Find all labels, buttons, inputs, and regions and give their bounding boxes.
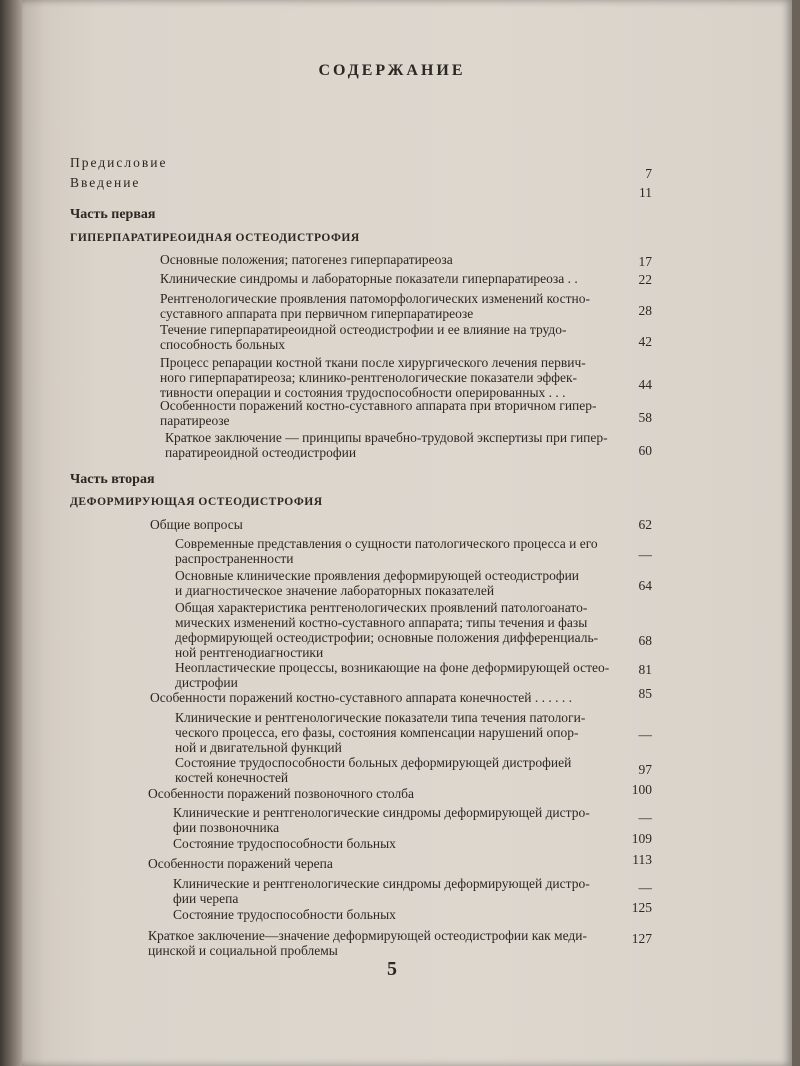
toc-page-number: 64 [638, 578, 652, 593]
toc-entry-text: деформирующей остеодистрофии; основные положения дифференциаль- [175, 630, 599, 645]
part-heading: Часть вторая [70, 472, 155, 487]
toc-page-number: 60 [638, 443, 652, 458]
toc-page-number: 125 [631, 900, 652, 915]
toc-entry-text: Клинические и рентгенологические синдромы деформирующей дистро- [173, 805, 590, 820]
toc-entry-text: Основные положения; патогенез гиперпаратиреоза [160, 252, 453, 267]
toc-page-number: 68 [638, 633, 652, 648]
toc-entry-text: Особенности поражений черепа [148, 856, 333, 871]
toc-entry-text: тивности операции и состояния трудоспособности оперированных . . . [160, 385, 566, 400]
section-heading: ГИПЕРПАРАТИРЕОИДНАЯ ОСТЕОДИСТРОФИЯ [70, 232, 360, 244]
toc-entry-text: Неопластические процессы, возникающие на фоне деформирующей остео- [175, 660, 610, 675]
toc-entry [160, 355, 586, 400]
toc-entry [175, 710, 585, 755]
toc-entry-text: Предисловие [70, 155, 168, 170]
toc-entry-text: Клинические и рентгенологические синдромы деформирующей дистро- [173, 876, 590, 891]
toc-entry-text: Состояние трудоспособности больных [173, 907, 396, 922]
toc-entry-text: костей конечностей [175, 770, 289, 785]
toc-page-number: 7 [645, 166, 652, 181]
toc-entry [173, 876, 590, 906]
toc-entry [173, 805, 590, 835]
page-title: СОДЕРЖАНИЕ [318, 62, 466, 79]
toc-entry-preface [70, 155, 167, 170]
toc-entry [160, 291, 590, 321]
toc-entry-text: Особенности поражений позвоночного столба [148, 786, 415, 801]
toc-entry-text: Особенности поражений костно-суставного аппарата при вторичном гипер- [160, 398, 597, 413]
toc-entry [148, 856, 333, 871]
toc-entry-text: дистрофии [175, 675, 238, 690]
toc-entry-text: Краткое заключение — принципы врачебно-трудовой экспертизы при гипер- [165, 430, 608, 445]
toc-entry-text: фии черепа [173, 891, 239, 906]
toc-entry [150, 690, 572, 705]
toc-entry-text: Рентгенологические проявления патоморфологических изменений костно- [160, 291, 590, 306]
toc-entry-text: распространенности [175, 551, 294, 566]
toc-entry-text: Клинические и рентгенологические показатели типа течения патологи- [175, 710, 586, 725]
toc-page-number: 42 [638, 334, 652, 349]
toc-entry [160, 322, 567, 352]
toc-entry-text: Введение [70, 175, 141, 190]
toc-entry [165, 430, 608, 460]
section-heading: ДЕФОРМИРУЮЩАЯ ОСТЕОДИСТРОФИЯ [70, 496, 323, 508]
toc-entry-introduction [70, 175, 140, 190]
toc-entry-text: Процесс репарации костной ткани после хирургического лечения первич- [160, 355, 586, 370]
toc-entry [160, 398, 597, 428]
toc-page-number: 17 [638, 254, 652, 269]
toc-entry-text: суставного аппарата при первичном гиперпаратиреозе [160, 306, 474, 321]
toc-page-number: — [638, 880, 652, 895]
toc-entry [175, 536, 598, 566]
toc-page-number: 58 [638, 410, 652, 425]
toc-entry-text: способность больных [160, 337, 286, 352]
toc-entry-text: ной рентгенодиагностики [175, 645, 324, 660]
toc-page-number: 97 [638, 762, 652, 777]
toc-entry-text: ного гиперпаратиреоза; клинико-рентгенологические показатели эффек- [160, 370, 578, 385]
part-heading: Часть первая [70, 207, 156, 222]
toc-page-number: 85 [638, 686, 652, 701]
toc-page-number: 44 [638, 377, 652, 392]
toc-page-number: — [638, 727, 652, 742]
toc-entry-text: ной и двигательной функций [175, 740, 342, 755]
toc-entry-text: Краткое заключение—значение деформирующей остеодистрофии как меди- [148, 928, 587, 943]
toc-entry-text: Особенности поражений костно-суставного аппарата конечностей . . . . . . [150, 690, 573, 705]
toc-entry-text: мических изменений костно-суставного аппарата; типы течения и фазы [175, 615, 588, 630]
toc-page-number: 11 [639, 185, 652, 200]
toc-page-number: 22 [638, 272, 652, 287]
toc-entry [150, 517, 243, 532]
toc-entry [175, 755, 571, 785]
toc-entry [175, 660, 609, 690]
toc-page-number: 62 [638, 517, 652, 532]
toc-entry-text: ческого процесса, его фазы, состояния компенсации нарушений опор- [175, 725, 579, 740]
book-page [22, 0, 792, 1066]
toc-entry-text: Течение гиперпаратиреоидной остеодистрофии и ее влияние на трудо- [160, 322, 567, 337]
toc-entry-text: Общая характеристика рентгенологических проявлений патологоанато- [175, 600, 588, 615]
toc-entry-text: паратиреозе [160, 413, 230, 428]
toc-entry [160, 271, 578, 286]
toc-entry [160, 252, 453, 267]
toc-entry-text: и диагностическое значение лабораторных показателей [175, 583, 495, 598]
toc-page-number: — [638, 547, 652, 562]
toc-entry-text: фии позвоночника [173, 820, 280, 835]
toc-entry [173, 907, 396, 922]
toc-entry-text: Клинические синдромы и лабораторные показатели гиперпаратиреоза . . [160, 271, 578, 286]
toc-entry-text: Современные представления о сущности патологического процесса и его [175, 536, 598, 551]
toc-entry-text: паратиреоидной остеодистрофии [165, 445, 357, 460]
toc-entry [175, 568, 579, 598]
toc-entry-text: Основные клинические проявления деформирующей остеодистрофии [175, 568, 580, 583]
toc-entry-text: цинской и социальной проблемы [148, 943, 338, 958]
toc-entry [148, 928, 587, 958]
toc-page-number: 81 [638, 662, 652, 677]
toc-page-number: 113 [632, 852, 652, 867]
toc-entry [175, 600, 598, 660]
toc-entry-text: Общие вопросы [150, 517, 243, 532]
page-number-footer: 5 [387, 958, 397, 980]
toc-page-number: 127 [631, 931, 652, 946]
book-spine-shadow [0, 0, 22, 1066]
toc-entry-text: Состояние трудоспособности больных [173, 836, 396, 851]
toc-entry [173, 836, 396, 851]
toc-entry [148, 786, 414, 801]
toc-page-number: 28 [638, 303, 652, 318]
toc-page-number: 100 [631, 782, 652, 797]
toc-page-number: — [638, 810, 652, 825]
toc-page-number: 109 [631, 831, 652, 846]
toc-entry-text: Состояние трудоспособности больных деформирующей дистрофией [175, 755, 572, 770]
